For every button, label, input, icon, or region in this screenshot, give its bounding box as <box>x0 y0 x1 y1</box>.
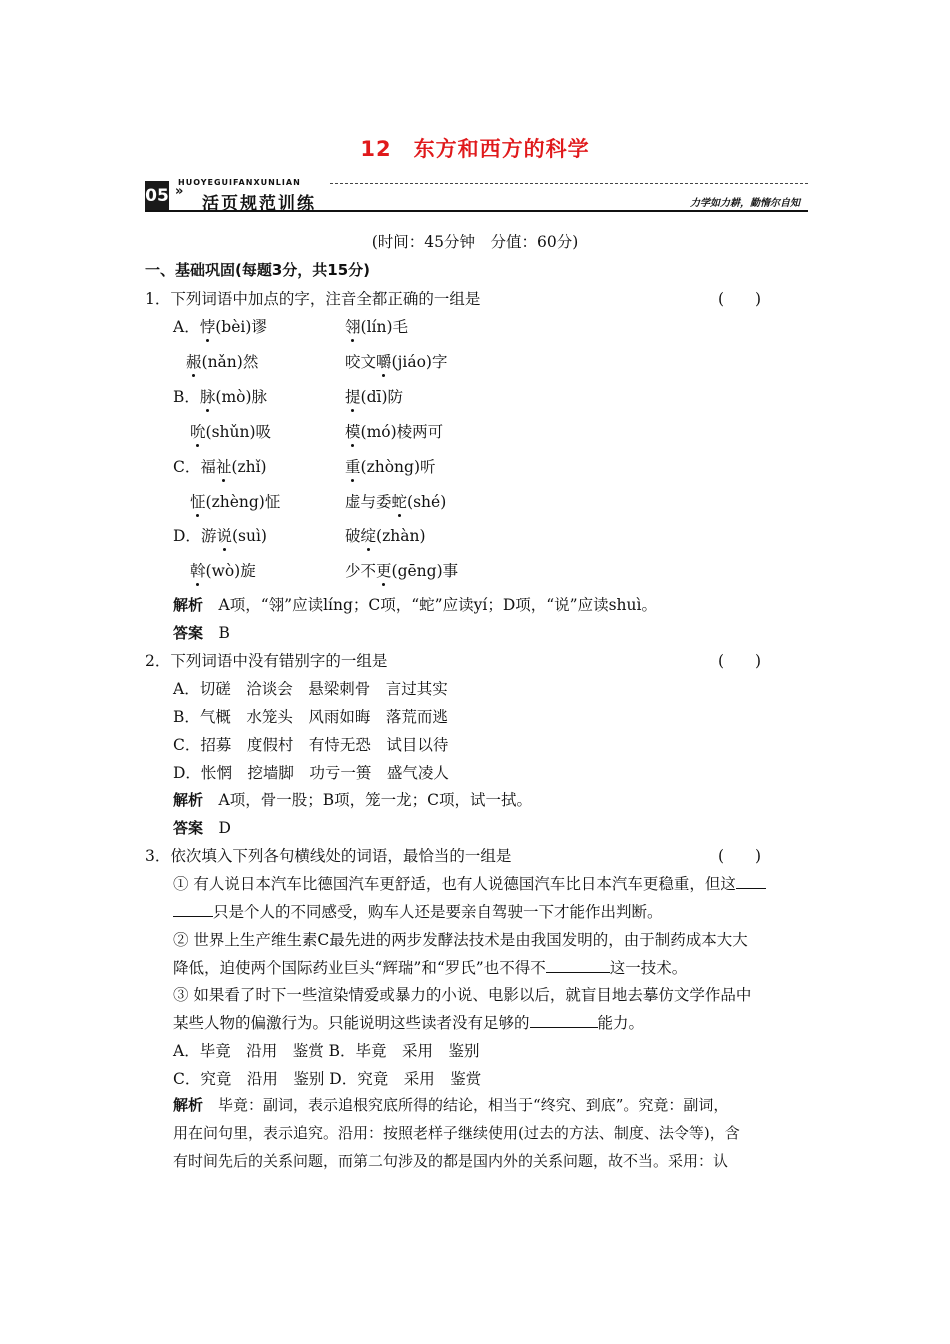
q1-analysis: 解析 A项，“翎”应读líng；C项，“蛇”应读yí；D项，“说”应读shuì。 <box>173 596 657 614</box>
q3-analysis-line3: 有时间先后的关系问题，而第二句涉及的都是国内外的关系问题，故不当。采用：认 <box>173 1152 729 1170</box>
q3-sentence1-line2: 只是个人的不同感受，购车人还是要亲自驾驶一下才能作出判断。 <box>173 900 663 922</box>
blank-line <box>530 1013 598 1028</box>
q2-option-c: C．招募 度假村 有恃无恐 试目以待 <box>173 736 449 754</box>
q3-analysis-line1: 解析 毕竟：副词，表示追根究底所得的结论，相当于“终究、到底”。究竟：副词， <box>173 1096 729 1114</box>
banner-number: 05 <box>145 181 169 211</box>
q2-option-b: B．气概 水笼头 风雨如晦 落荒而逃 <box>173 708 448 726</box>
q1-option-b-item4: 模(mó)棱两可 <box>345 423 444 441</box>
q1-option-a-line1: A．悖(bèi)谬 <box>173 318 267 336</box>
q2-option-d: D．怅惘 挖墙脚 功亏一篑 盛气凌人 <box>173 764 449 782</box>
section-heading: 一、基础巩固(每题3分，共15分) <box>145 261 371 279</box>
q2-option-a: A．切磋 洽谈会 悬梁刺骨 言过其实 <box>173 680 448 698</box>
blank-line <box>173 902 213 917</box>
banner-divider <box>330 183 808 184</box>
q2-stem: 2．下列词语中没有错别字的一组是 <box>145 652 388 670</box>
q1-option-d-item4: 少不更(gēng)事 <box>345 562 459 580</box>
page-title: 12 东方和西方的科学 <box>360 137 590 161</box>
q1-option-b-item3: 吮(shǔn)吸 <box>190 423 272 441</box>
q2-answer-bracket: ( ) <box>718 652 762 670</box>
q3-sentence2-line2: 降低，迫使两个国际药业巨头“辉瑞”和“罗氏”也不得不 这一技术。 <box>173 959 688 977</box>
q1-option-c-item3: 怔(zhèng)怔 <box>190 493 281 511</box>
blank-line <box>736 874 766 889</box>
q3-sentence3-line2: 某些人物的偏激行为。只能说明这些读者没有足够的 能力。 <box>173 1014 645 1032</box>
q3-sentence1-line1: ① 有人说日本汽车比德国汽车更舒适，也有人说德国汽车比日本汽车更稳重，但这 <box>173 872 766 894</box>
q1-option-c-item2: 重(zhòng)听 <box>345 458 436 476</box>
blank-line <box>546 958 610 973</box>
banner-pinyin: HUOYEGUIFANXUNLIAN <box>178 178 301 187</box>
q1-answer-bracket: ( ) <box>718 290 762 308</box>
banner-name: 活页规范训练 <box>202 194 316 214</box>
q3-sentence3-line1: ③ 如果看了时下一些渲染情爱或暴力的小说、电影以后，就盲目地去摹仿文学作品中 <box>173 986 752 1004</box>
q3-options-cd: C．究竟 沿用 鉴别 D．究竟 采用 鉴赏 <box>173 1070 482 1088</box>
q2-answer: 答案 D <box>173 819 231 837</box>
q3-stem: 3．依次填入下列各句横线处的词语，最恰当的一组是 <box>145 847 512 865</box>
q2-analysis: 解析 A项，骨一股；B项，笼一龙；C项，试一拭。 <box>173 791 532 809</box>
banner-motto: 力学如力耕，勤惰尔自知 <box>690 198 800 209</box>
q1-option-a-item2: 翎(lín)毛 <box>345 318 409 336</box>
q3-sentence2-line1: ② 世界上生产维生素C最先进的两步发酵法技术是由我国发明的，由于制药成本大大 <box>173 931 748 949</box>
section-banner <box>145 178 808 212</box>
banner-rule <box>145 210 808 212</box>
q1-option-a-item3: 赧(nǎn)然 <box>186 353 259 371</box>
time-score-info: (时间：45分钟 分值：60分) <box>371 233 579 251</box>
q1-option-b-item2: 提(dī)防 <box>345 388 403 406</box>
q3-options-ab: A．毕竟 沿用 鉴赏 B．毕竟 采用 鉴别 <box>173 1042 480 1060</box>
q1-option-d-item3: 斡(wò)旋 <box>190 562 256 580</box>
q3-answer-bracket: ( ) <box>718 847 762 865</box>
q1-answer: 答案 B <box>173 624 230 642</box>
q1-option-d-item2: 破绽(zhàn) <box>345 527 426 545</box>
q1-option-b-line1: B．脉(mò)脉 <box>173 388 268 406</box>
q1-option-a-item4: 咬文嚼(jiáo)字 <box>345 353 448 371</box>
q1-stem: 1．下列词语中加点的字，注音全都正确的一组是 <box>145 290 481 308</box>
q1-option-c-item4: 虚与委蛇(shé) <box>345 493 447 511</box>
q1-option-c-line1: C．福祉(zhǐ) <box>173 458 267 476</box>
q1-option-d-line1: D．游说(suì) <box>173 527 267 545</box>
chevron-right-icon: » <box>175 184 184 199</box>
q3-analysis-line2: 用在问句里，表示追究。沿用：按照老样子继续使用(过去的方法、制度、法令等)，含 <box>173 1124 740 1142</box>
